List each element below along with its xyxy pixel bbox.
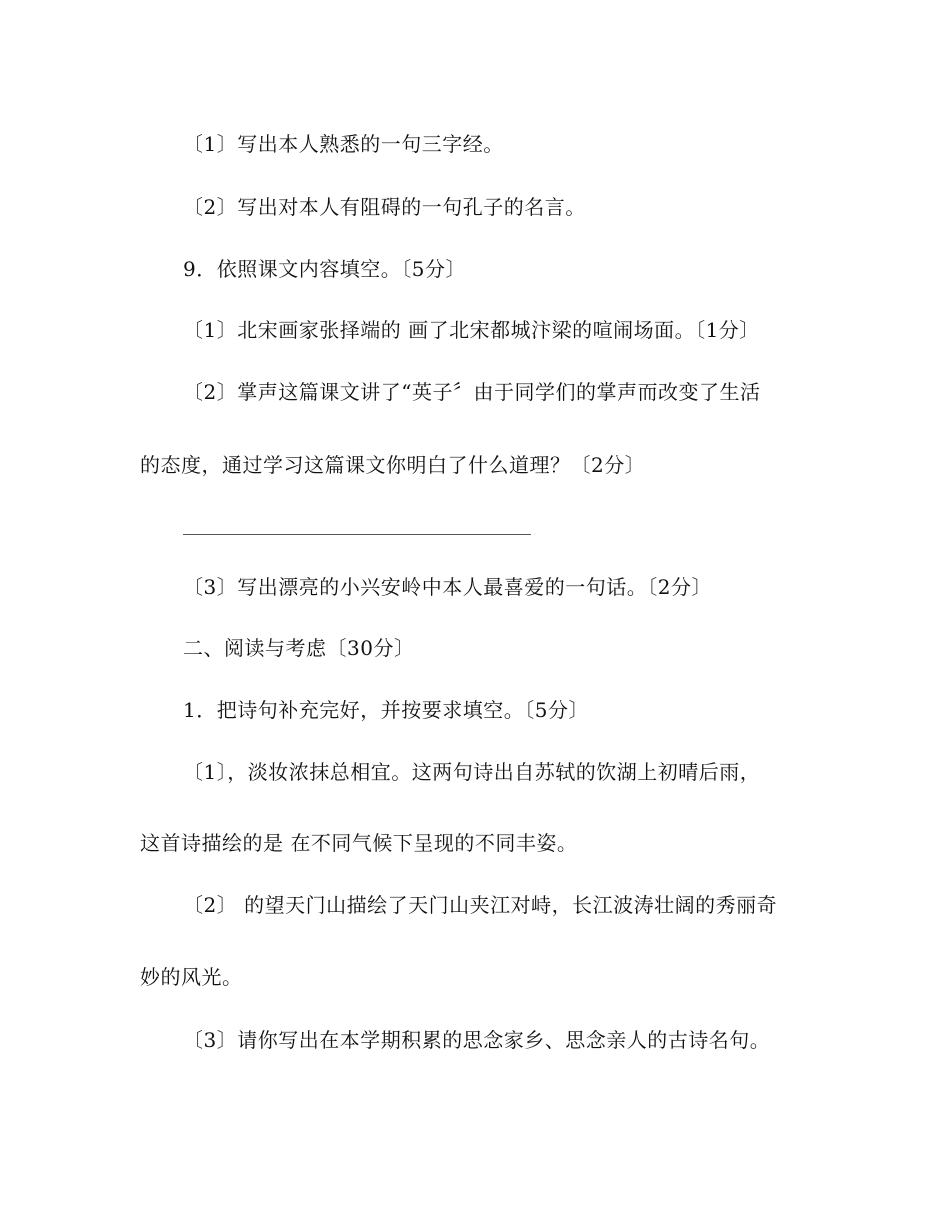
question-9-3: 〔3〕写出漂亮的小兴安岭中本人最喜爱的一句话。〔2分〕: [183, 575, 712, 599]
reading-q1-1-line1: 〔1〕，淡妆浓抹总相宜。这两句诗出自苏轼的饮湖上初晴后雨，: [183, 760, 761, 784]
question-9-heading: 9．依照课文内容填空。〔5分〕: [183, 257, 466, 281]
question-9-1: 〔1〕北宋画家张择端的 画了北宋都城汴梁的喧闹场面。〔1分〕: [183, 318, 760, 342]
reading-q1-2-line2: 妙的风光。: [140, 965, 243, 989]
answer-blank-line: [183, 534, 531, 535]
question-9-2-line1: 〔2〕掌声这篇课文讲了“英子〞由于同学们的掌声而改变了生活: [183, 380, 761, 404]
question-8-1: 〔1〕写出本人熟悉的一句三字经。: [183, 132, 504, 156]
reading-q1-heading: 1．把诗句补充完好，并按要求填空。〔5分〕: [183, 698, 589, 722]
section-2-heading: 二、阅读与考虑〔30分〕: [183, 636, 415, 660]
reading-q1-2-line1: 〔2〕 的望天门山描绘了天门山夹江对峙，长江波涛壮阔的秀丽奇: [183, 893, 778, 917]
question-8-2: 〔2〕写出对本人有阻碍的一句孔子的名言。: [183, 195, 586, 219]
question-9-2-line2: 的态度，通过学习这篇课文你明白了什么道理？〔2分〕: [140, 453, 646, 477]
reading-q1-1-line2: 这首诗描绘的是 在不同气候下呈现的不同丰姿。: [140, 831, 578, 855]
reading-q1-3: 〔3〕请你写出在本学期积累的思念家乡、思念亲人的古诗名句。: [183, 1028, 771, 1052]
